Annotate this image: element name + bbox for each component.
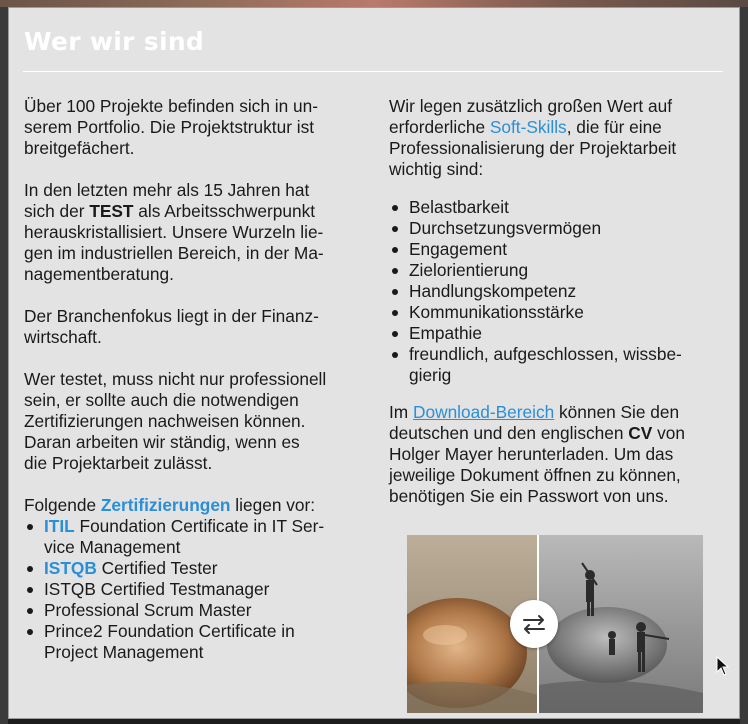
text-line: Über 100 Projekte befinden sich in un-: [24, 96, 318, 116]
text-line: Durchsetzungsvermögen: [409, 218, 602, 238]
text-line: [44, 516, 374, 537]
text-line: Handlungskompetenz: [409, 281, 577, 301]
text-line: gen im industriellen Bereich, in der Ma-: [24, 243, 324, 263]
text-line: wichtig sind:: [389, 159, 484, 179]
download-paragraph: [389, 402, 729, 507]
list-item: [24, 516, 374, 558]
soft-skills-link[interactable]: Soft-Skills: [489, 117, 567, 137]
list-item: [389, 197, 729, 218]
text-line: Kommunikationsstärke: [409, 302, 584, 322]
text-line: Zielorientierung: [409, 260, 529, 280]
text-line: vice Management: [44, 537, 181, 557]
text-line: In den letzten mehr als 15 Jahren hat: [24, 180, 310, 200]
testing-paragraph: [24, 369, 374, 474]
text-line: Professionalisierung der Projektarbeit: [389, 138, 677, 158]
text-span: als Arbeitsschwerpunkt: [133, 201, 316, 221]
text-line: serem Portfolio. Die Projektstruktur ist: [24, 117, 315, 137]
text-line: Engagement: [409, 239, 508, 259]
text-span: sich der: [24, 201, 90, 221]
text-line: benötigen Sie ein Passwort von uns.: [389, 486, 669, 506]
test-bold-text: TEST: [89, 201, 134, 221]
text-line: wirtschaft.: [24, 327, 102, 347]
list-item: [24, 558, 374, 579]
background-photo-strip: [0, 0, 748, 7]
text-line: [389, 402, 729, 423]
text-span: von: [652, 423, 685, 443]
text-span: , die für eine: [566, 117, 662, 137]
about-us-panel: [8, 7, 740, 719]
text-line: Project Management: [44, 642, 204, 662]
list-item: [389, 281, 729, 302]
focus-paragraph: [24, 180, 374, 285]
cv-bold-text: CV: [628, 423, 653, 443]
text-line: Wer testet, muss nicht nur professionell: [24, 369, 327, 389]
text-line: Daran arbeiten wir ständig, wenn es: [24, 432, 300, 452]
comparison-slider-handle[interactable]: [510, 600, 558, 648]
text-line: die Projektarbeit zulässt.: [24, 453, 213, 473]
text-line: breitgefächert.: [24, 138, 135, 158]
text-line: Belastbarkeit: [409, 197, 509, 217]
text-line: freundlich, aufgeschlossen, wissbe-: [409, 344, 682, 364]
mouse-pointer-icon: [716, 656, 730, 676]
text-span: Foundation Certificate in IT Ser-: [74, 516, 325, 536]
text-line: herauskristallisiert. Unsere Wurzeln lie-: [24, 222, 324, 242]
text-line: Der Branchenfokus liegt in der Finanz-: [24, 306, 319, 326]
text-span: Folgende: [24, 495, 101, 515]
text-span: Im: [389, 402, 413, 422]
text-line: Wir legen zusätzlich großen Wert auf: [389, 96, 673, 116]
list-item: [24, 600, 374, 621]
download-area-link[interactable]: Download-Bereich: [413, 402, 555, 422]
page-left-edge: [0, 7, 8, 724]
text-line: gierig: [409, 365, 452, 385]
list-item: [24, 579, 374, 600]
text-line: jeweilige Dokument öffnen zu können,: [389, 465, 681, 485]
before-after-image[interactable]: [407, 535, 703, 713]
swap-arrows-icon: [510, 600, 558, 648]
list-item: [389, 344, 729, 386]
projects-paragraph: [24, 96, 374, 159]
text-line: Zertifizierungen nachweisen können.: [24, 411, 306, 431]
certifications-link[interactable]: Zertifizierungen: [100, 495, 231, 515]
certifications-intro: [24, 495, 374, 516]
left-column: [24, 96, 374, 663]
text-line: Empathie: [409, 323, 483, 343]
list-item: [389, 302, 729, 323]
text-line: sein, er sollte auch die notwendigen: [24, 390, 299, 410]
text-line: Prince2 Foundation Certificate in: [44, 621, 295, 641]
text-span: deutschen und den englischen: [389, 423, 629, 443]
title-divider: [23, 71, 723, 72]
soft-skills-list: [389, 197, 729, 386]
itil-link[interactable]: ITIL: [44, 516, 75, 536]
text-span: liegen vor:: [230, 495, 316, 515]
text-line: Holger Mayer herunterladen. Um das: [389, 444, 674, 464]
list-item: [389, 323, 729, 344]
page-right-edge: [740, 7, 748, 724]
text-line: ISTQB Certified Testmanager: [44, 579, 270, 599]
soft-skills-paragraph: [389, 96, 729, 180]
certifications-list: [24, 516, 374, 663]
text-span: können Sie den: [554, 402, 680, 422]
text-line: nagementberatung.: [24, 264, 174, 284]
right-column: [389, 96, 729, 528]
section-title: Wer wir sind: [24, 27, 205, 56]
text-line: [389, 423, 729, 444]
certifications-block: [24, 495, 374, 663]
istqb-link[interactable]: ISTQB: [44, 558, 97, 578]
text-span: Certified Tester: [96, 558, 218, 578]
text-line: [389, 117, 729, 138]
text-line: [44, 558, 374, 579]
list-item: [24, 621, 374, 663]
industry-paragraph: [24, 306, 374, 348]
text-line: [24, 201, 374, 222]
text-span: erforderliche: [389, 117, 490, 137]
list-item: [389, 239, 729, 260]
list-item: [389, 218, 729, 239]
list-item: [389, 260, 729, 281]
text-line: Professional Scrum Master: [44, 600, 252, 620]
